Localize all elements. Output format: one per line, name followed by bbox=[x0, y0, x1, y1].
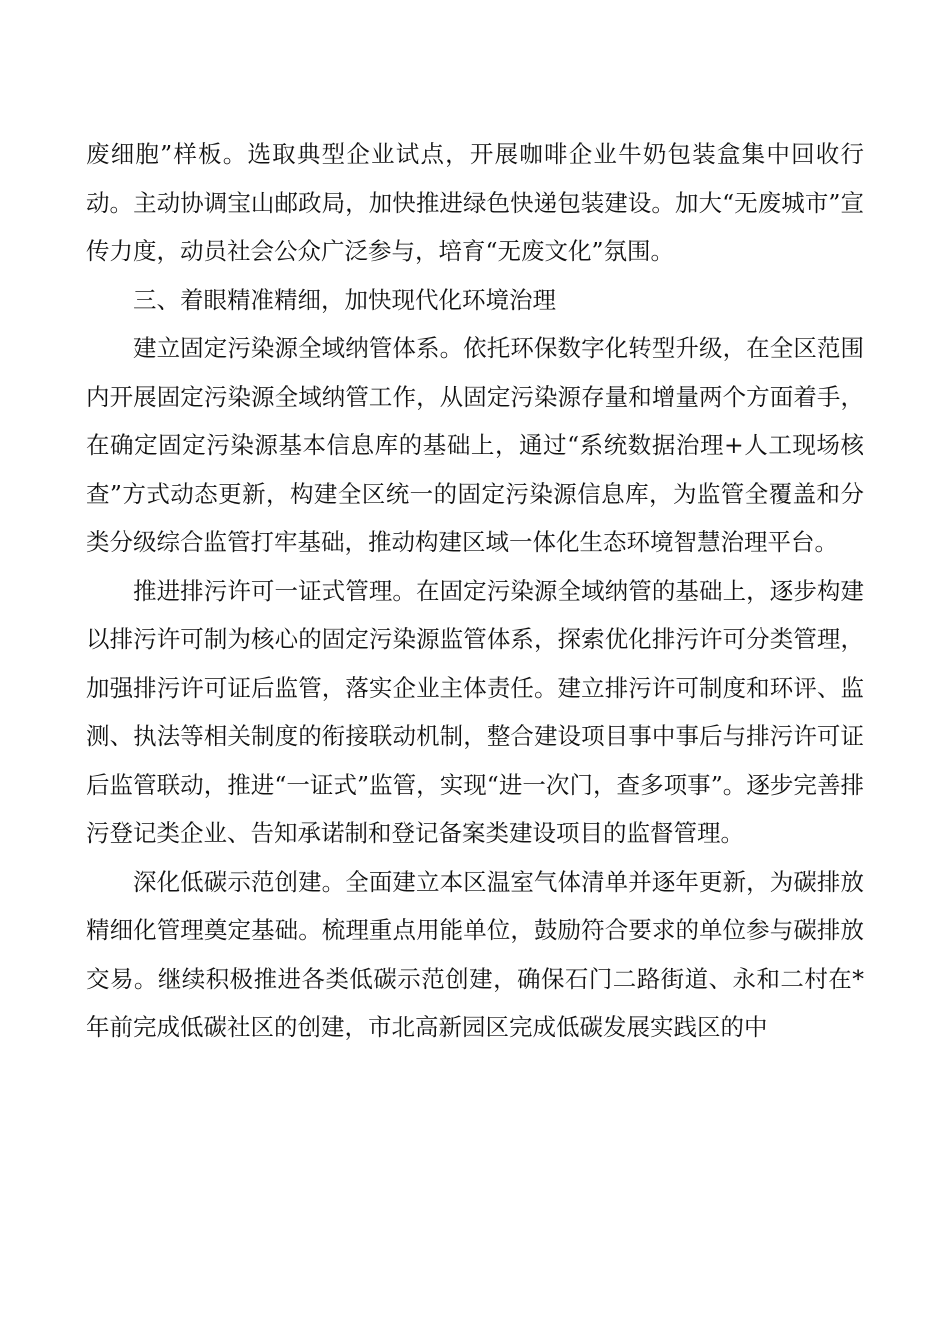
document-body bbox=[86, 130, 864, 1052]
paragraph-discharge-permit: 推进排污许可一证式管理。在固定污染源全域纳管的基础上，逐步构建以排污许可制为核心的固定污染源监管体系，探索优化排污许可分类管理，加强排污许可证后监管，落实企业主体责任。建立排污许可制度和环评、监测、执法等相关制度的衔接联动机制，整合建设项目事中事后与排污许可证后监管联动，推进“一证式”监管，实现“进一次门，查多项事”。逐步完善排污登记类企业、告知承诺制和登记备案类建设项目的监督管理。 bbox=[86, 576, 864, 847]
paragraph-pollution-source-system: 建立固定污染源全域纳管体系。依托环保数字化转型升级，在全区范围内开展固定污染源全域纳管工作，从固定污染源存量和增量两个方面着手，在确定固定污染源基本信息库的基础上，通过“系统数据治理+人工现场核查”方式动态更新，构建全区统一的固定污染源信息库，为监管全覆盖和分类分级综合监管打牢基础，推动构建区域一体化生态环境智慧治理平台。 bbox=[86, 334, 864, 556]
paragraph-continuation: 废细胞”样板。选取典型企业试点，开展咖啡企业牛奶包装盒集中回收行动。主动协调宝山邮政局，加快推进绿色快递包装建设。加大“无废城市”宣传力度，动员社会公众广泛参与，培育“无废文化”氛围。 bbox=[86, 140, 864, 265]
paragraph-low-carbon: 深化低碳示范创建。全面建立本区温室气体清单并逐年更新，为碳排放精细化管理奠定基础。梳理重点用能单位，鼓励符合要求的单位参与碳排放交易。继续积极推进各类低碳示范创建，确保石门二路街道、永和二村在*年前完成低碳社区的创建，市北高新园区完成低碳发展实践区的中 bbox=[86, 867, 864, 1041]
section-heading: 三、着眼精准精细，加快现代化环境治理 bbox=[133, 285, 556, 314]
